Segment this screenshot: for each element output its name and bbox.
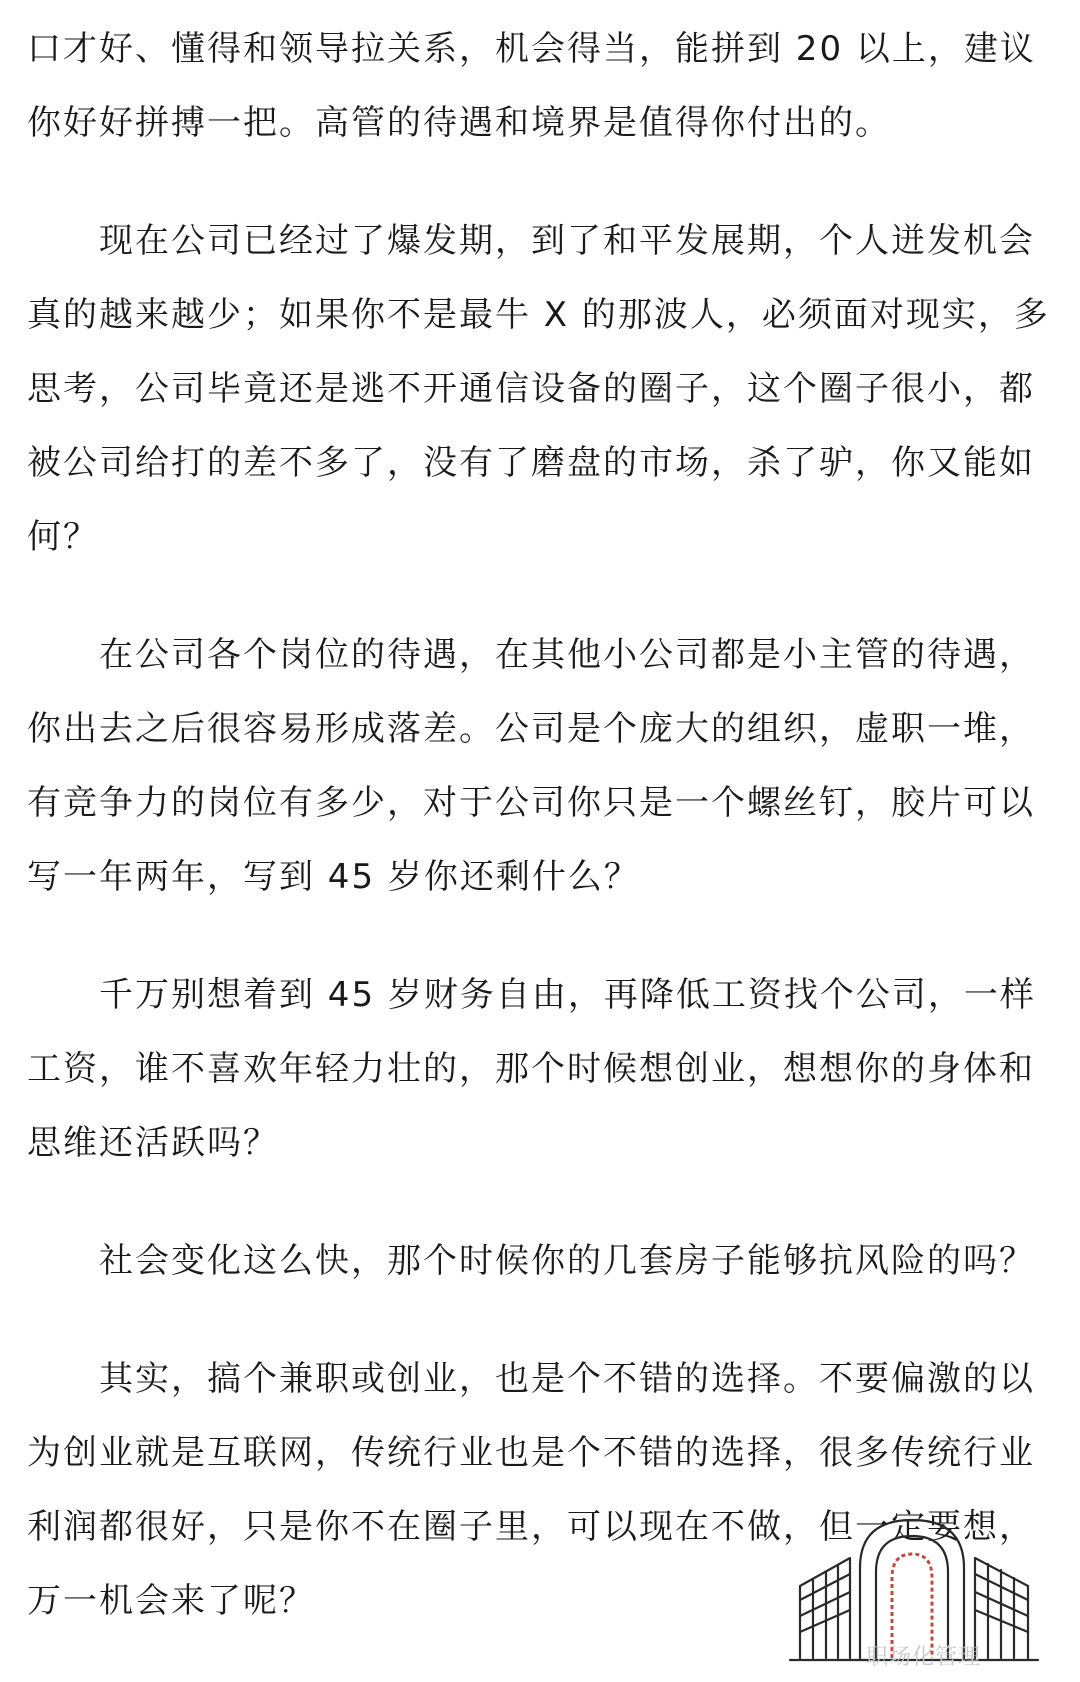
- paragraph-2: [27, 204, 1057, 574]
- paragraph-line: 你好好拼搏一把。高管的待遇和境界是值得你付出的。: [27, 103, 891, 143]
- paragraph-line: 思维还活跃吗？: [27, 1123, 279, 1163]
- paragraph-line: 为创业就是互联网，传统行业也是个不错的选择，很多传统行业: [27, 1433, 1035, 1473]
- paragraph-line: 被公司给打的差不多了，没有了磨盘的市场，杀了驴，你又能如: [27, 443, 1035, 483]
- paragraph-5: [27, 1224, 1057, 1298]
- paragraph-line: 你出去之后很容易形成落差。公司是个庞大的组织，虚职一堆，: [27, 709, 1035, 749]
- document-body: [27, 12, 1057, 1682]
- paragraph-line: 在公司各个岗位的待遇，在其他小公司都是小主管的待遇，: [99, 635, 1035, 675]
- paragraph-1: [27, 12, 1057, 160]
- paragraph-line: 写一年两年，写到 45 岁你还剩什么？: [27, 857, 640, 897]
- paragraph-line: 工资，谁不喜欢年轻力壮的，那个时候想创业，想想你的身体和: [27, 1049, 1035, 1089]
- paragraph-3: [27, 618, 1057, 914]
- paragraph-line: 口才好、懂得和领导拉关系，机会得当，能拼到 20 以上，建议: [27, 29, 1036, 69]
- watermark-label: 职场化管理: [866, 1645, 982, 1670]
- paragraph-line: 千万别想着到 45 岁财务自由，再降低工资找个公司，一样: [99, 975, 1036, 1015]
- paragraph-line: 利润都很好，只是你不在圈子里，可以现在不做，但一定要想，: [27, 1507, 1035, 1547]
- paragraph-line: 真的越来越少；如果你不是最牛 X 的那波人，必须面对现实，多: [27, 295, 1050, 335]
- paragraph-line: 现在公司已经过了爆发期，到了和平发展期，个人迸发机会: [99, 221, 1035, 261]
- paragraph-line: 何？: [27, 517, 99, 557]
- paragraph-line: 有竞争力的岗位有多少，对于公司你只是一个螺丝钉，胶片可以: [27, 783, 1035, 823]
- paragraph-line: 社会变化这么快，那个时候你的几套房子能够抗风险的吗？: [99, 1241, 1035, 1281]
- paragraph-line: 其实，搞个兼职或创业，也是个不错的选择。不要偏激的以: [99, 1359, 1035, 1399]
- paragraph-4: [27, 958, 1057, 1180]
- paragraph-line: 思考，公司毕竟还是逃不开通信设备的圈子，这个圈子很小，都: [27, 369, 1035, 409]
- paragraph-line: 万一机会来了呢？: [27, 1581, 315, 1621]
